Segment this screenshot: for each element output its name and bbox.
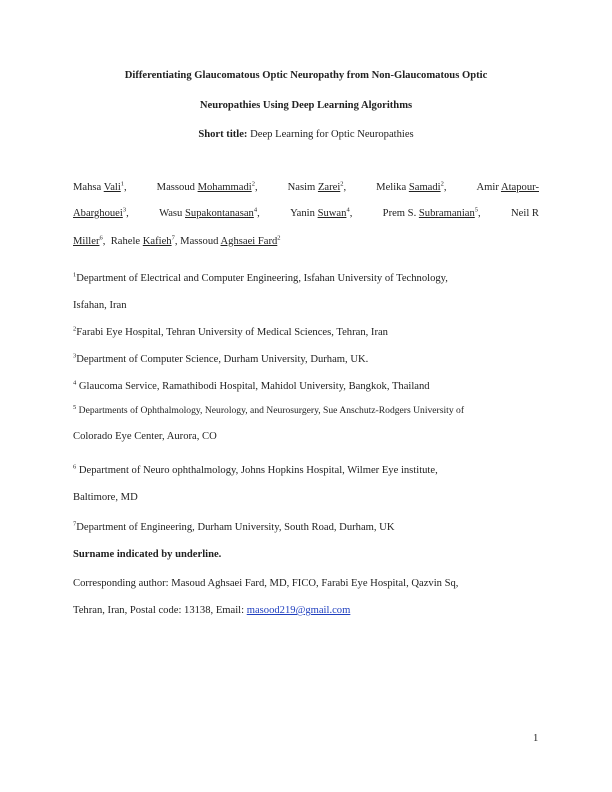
- author: Nasim Zarei$^2$,: [287, 180, 347, 193]
- affiliation-3: $^3$Department of Computer Science, Durham University, Durham, UK.: [73, 352, 369, 365]
- affiliation-1: $^1$Department of Electrical and Computer Engineering, Isfahan University of Technology,: [73, 271, 448, 284]
- author: Prem S. Subramanian$^5$,: [382, 206, 481, 219]
- affiliation-2: $^2$Farabi Eye Hospital, Tehran University of Medical Sciences, Tehran, Iran: [73, 325, 388, 338]
- affiliation-6-cont: Baltimore, MD: [73, 492, 138, 503]
- page-number: 1: [533, 733, 539, 744]
- author: Wasu Supakontanasan$^4$,: [159, 206, 260, 219]
- author-list-line-1: [73, 182, 539, 193]
- affiliation-5-cont: Colorado Eye Center, Aurora, CO: [73, 431, 217, 442]
- author: Neil R: [511, 208, 539, 219]
- surname-note: Surname indicated by underline.: [73, 549, 222, 560]
- corresponding-author: Corresponding author: Masoud Aghsaei Fard, MD, FICO, Farabi Eye Hospital, Qazvin Sq,: [73, 578, 459, 589]
- author: Melika Samadi$^2$,: [376, 180, 447, 193]
- author: Abarghouei$^3$,: [73, 206, 129, 219]
- affiliation-1-cont: Isfahan, Iran: [73, 300, 127, 311]
- author-list-line-2: [73, 208, 539, 219]
- author: Rahele Kafieh$^7$,: [110, 234, 178, 247]
- email-link[interactable]: masood219@gmail.com: [246, 605, 351, 616]
- short-title-value: Deep Learning for Optic Neuropathies: [247, 129, 414, 140]
- author: Miller$^6$,: [73, 234, 106, 247]
- short-title-label: Short title:: [198, 129, 248, 140]
- author-list-line-3: [73, 236, 281, 247]
- corresponding-author-cont: Tehran, Iran, Postal code: 13138, Email: masood219@gmail.com: [73, 605, 351, 616]
- author: Mahsa Vali$^1$,: [73, 180, 127, 193]
- affiliation-7: $^7$Department of Engineering, Durham University, South Road, Durham, UK: [73, 520, 395, 533]
- author: Yanin Suwan$^4$,: [290, 206, 353, 219]
- affiliation-4: $^4$ Glaucoma Service, Ramathibodi Hospital, Mahidol University, Bangkok, Thailand: [73, 379, 430, 392]
- paper-title-line-1: Differentiating Glaucomatous Optic Neuropathy from Non-Glaucomatous Optic: [124, 70, 488, 81]
- paper-title-line-2: Neuropathies Using Deep Learning Algorithms: [199, 100, 413, 111]
- short-title: [60, 129, 552, 140]
- author: Massoud Aghsaei Fard$^2$: [180, 234, 281, 247]
- affiliation-6: $^6$ Department of Neuro ophthalmology, Johns Hopkins Hospital, Wilmer Eye institute,: [73, 463, 438, 476]
- author: Massoud Mohammadi$^2$,: [156, 180, 258, 193]
- affiliation-5: $^5$ Departments of Ophthalmology, Neurology, and Neurosurgery, Sue Anschutz-Rodgers University of: [73, 403, 465, 416]
- author: Amir Atapour-: [476, 182, 539, 193]
